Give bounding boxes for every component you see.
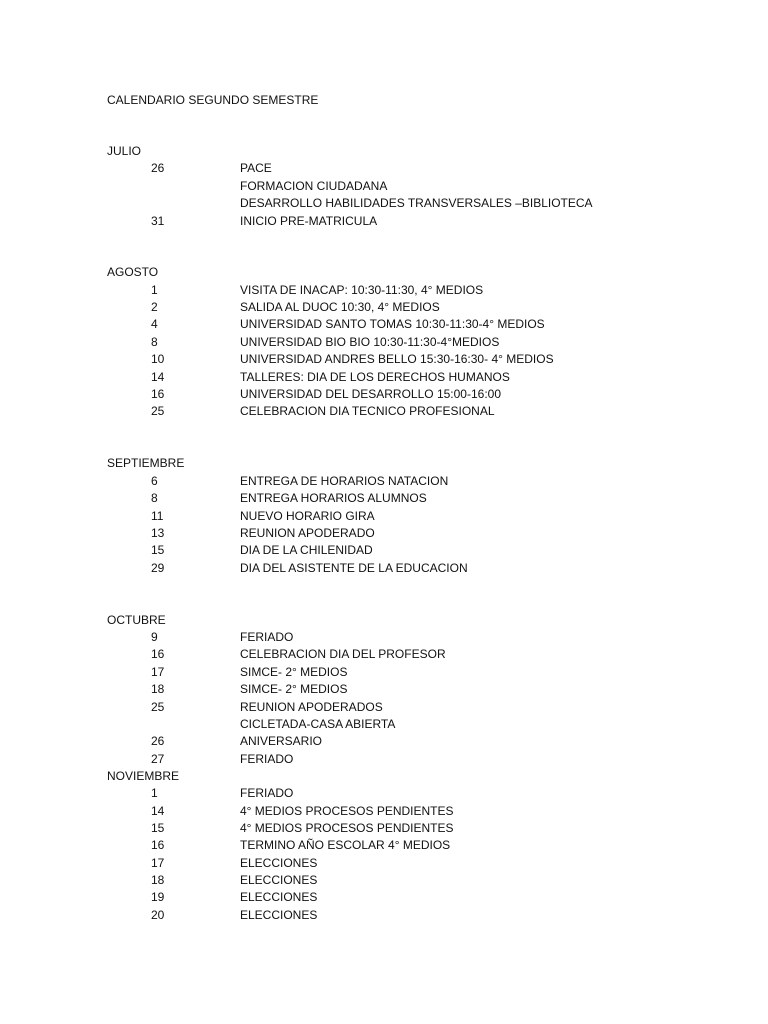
entry-text: PACE xyxy=(240,161,272,175)
entry-text: 4° MEDIOS PROCESOS PENDIENTES xyxy=(240,804,454,818)
entry-text: REUNION APODERADO xyxy=(240,526,375,540)
calendar-entry xyxy=(0,855,768,872)
calendar-entry xyxy=(0,403,768,420)
entry-text: TERMINO AÑO ESCOLAR 4° MEDIOS xyxy=(240,838,451,852)
entry-text: ELECCIONES xyxy=(240,873,318,887)
calendar-entry xyxy=(0,334,768,351)
entry-text: FORMACION CIUDADANA xyxy=(240,179,388,193)
entry-text: ELECCIONES xyxy=(240,908,318,922)
entry-text: VISITA DE INACAP: 10:30-11:30, 4° MEDIOS xyxy=(240,283,484,297)
entry-day: 14 xyxy=(151,370,165,384)
entry-day: 20 xyxy=(151,908,165,922)
entry-day: 10 xyxy=(151,352,165,366)
entry-day: 18 xyxy=(151,873,165,887)
calendar-entry xyxy=(0,508,768,525)
calendar-entry xyxy=(0,785,768,802)
calendar-entry xyxy=(0,299,768,316)
entry-text: CELEBRACION DIA TECNICO PROFESIONAL xyxy=(240,404,495,418)
calendar-entry xyxy=(0,733,768,750)
entry-day: 31 xyxy=(151,214,165,228)
entry-day: 25 xyxy=(151,404,165,418)
entry-text: SIMCE- 2° MEDIOS xyxy=(240,682,348,696)
entry-text: REUNION APODERADOS xyxy=(240,700,383,714)
entry-text: UNIVERSIDAD SANTO TOMAS 10:30-11:30-4° MEDIOS xyxy=(240,317,545,331)
calendar-entry xyxy=(0,213,768,230)
calendar-entry xyxy=(0,664,768,681)
month-heading-julio: JULIO xyxy=(107,144,142,158)
entry-day: 29 xyxy=(151,561,165,575)
entry-text: UNIVERSIDAD ANDRES BELLO 15:30-16:30- 4° MEDIOS xyxy=(240,352,554,366)
entry-day: 25 xyxy=(151,700,165,714)
entry-day: 4 xyxy=(151,317,158,331)
calendar-entry xyxy=(0,907,768,924)
entry-text: 4° MEDIOS PROCESOS PENDIENTES xyxy=(240,821,454,835)
entry-text: ELECCIONES xyxy=(240,856,318,870)
entry-text: ENTREGA DE HORARIOS NATACION xyxy=(240,474,449,488)
calendar-entry xyxy=(0,716,768,733)
entry-text: UNIVERSIDAD BIO BIO 10:30-11:30-4°MEDIOS xyxy=(240,335,500,349)
entry-day: 2 xyxy=(151,300,158,314)
entry-day: 8 xyxy=(151,335,158,349)
entry-day: 13 xyxy=(151,526,165,540)
calendar-entry xyxy=(0,160,768,177)
entry-day: 14 xyxy=(151,804,165,818)
entry-day: 17 xyxy=(151,665,165,679)
entry-text: TALLERES: DIA DE LOS DERECHOS HUMANOS xyxy=(240,370,510,384)
calendar-entry xyxy=(0,351,768,368)
entry-day: 1 xyxy=(151,786,158,800)
entry-text: ELECCIONES xyxy=(240,890,318,904)
calendar-entry xyxy=(0,490,768,507)
entry-text: SIMCE- 2° MEDIOS xyxy=(240,665,348,679)
calendar-entry xyxy=(0,282,768,299)
entry-text: UNIVERSIDAD DEL DESARROLLO 15:00-16:00 xyxy=(240,387,501,401)
calendar-entry xyxy=(0,699,768,716)
calendar-entry xyxy=(0,889,768,906)
entry-text: CELEBRACION DIA DEL PROFESOR xyxy=(240,647,446,661)
entry-day: 9 xyxy=(151,630,158,644)
entry-text: ENTREGA HORARIOS ALUMNOS xyxy=(240,491,427,505)
month-heading-septiembre: SEPTIEMBRE xyxy=(107,456,185,470)
entry-text: DIA DEL ASISTENTE DE LA EDUCACION xyxy=(240,561,468,575)
calendar-entry xyxy=(0,646,768,663)
calendar-entry xyxy=(0,820,768,837)
entry-text: NUEVO HORARIO GIRA xyxy=(240,509,375,523)
entry-text: DIA DE LA CHILENIDAD xyxy=(240,543,373,557)
calendar-entry xyxy=(0,542,768,559)
calendar-entry xyxy=(0,837,768,854)
calendar-entry xyxy=(0,629,768,646)
entry-day: 16 xyxy=(151,387,165,401)
calendar-entry xyxy=(0,751,768,768)
calendar-entry xyxy=(0,560,768,577)
entry-day: 15 xyxy=(151,821,165,835)
entry-text: FERIADO xyxy=(240,786,294,800)
calendar-entry xyxy=(0,386,768,403)
month-heading-octubre: OCTUBRE xyxy=(107,613,166,627)
entry-day: 16 xyxy=(151,647,165,661)
entry-text: FERIADO xyxy=(240,752,294,766)
entry-day: 16 xyxy=(151,838,165,852)
entry-day: 19 xyxy=(151,890,165,904)
calendar-entry xyxy=(0,178,768,195)
entry-text: FERIADO xyxy=(240,630,294,644)
entry-day: 27 xyxy=(151,752,165,766)
calendar-entry xyxy=(0,316,768,333)
entry-day: 6 xyxy=(151,474,158,488)
calendar-entry xyxy=(0,872,768,889)
entry-day: 17 xyxy=(151,856,165,870)
entry-text: INICIO PRE-MATRICULA xyxy=(240,214,378,228)
calendar-entry xyxy=(0,195,768,212)
calendar-entry xyxy=(0,803,768,820)
calendar-entry xyxy=(0,369,768,386)
calendar-entry xyxy=(0,473,768,490)
entry-day: 1 xyxy=(151,283,158,297)
month-heading-noviembre: NOVIEMBRE xyxy=(107,769,180,783)
entry-day: 8 xyxy=(151,491,158,505)
entry-text: ANIVERSARIO xyxy=(240,734,323,748)
entry-day: 18 xyxy=(151,682,165,696)
entry-text: SALIDA AL DUOC 10:30, 4° MEDIOS xyxy=(240,300,440,314)
document-title: CALENDARIO SEGUNDO SEMESTRE xyxy=(107,93,319,107)
calendar-entry xyxy=(0,525,768,542)
entry-day: 26 xyxy=(151,734,165,748)
entry-text: CICLETADA-CASA ABIERTA xyxy=(240,717,396,731)
entry-day: 11 xyxy=(151,509,164,523)
month-heading-agosto: AGOSTO xyxy=(107,265,159,279)
entry-text: DESARROLLO HABILIDADES TRANSVERSALES –BIBLIOTECA xyxy=(240,196,593,210)
entry-day: 15 xyxy=(151,543,165,557)
calendar-entry xyxy=(0,681,768,698)
entry-day: 26 xyxy=(151,161,165,175)
